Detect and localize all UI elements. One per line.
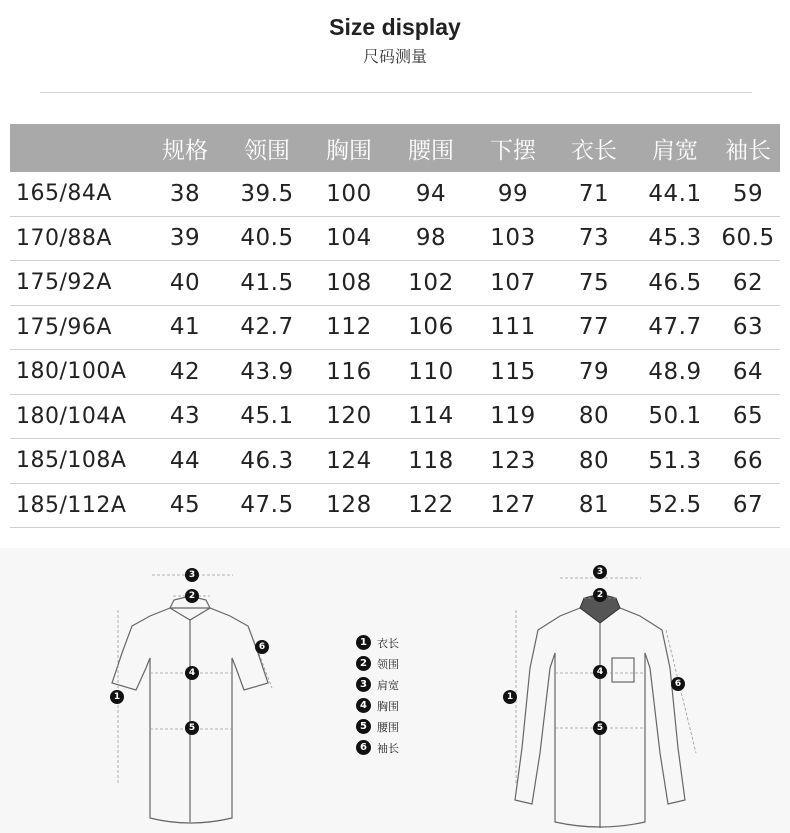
header-cell-waist: 腰围 [408,137,454,164]
cell-shoulder: 50.1 [634,394,716,439]
legend-item-chest [356,695,399,716]
table-row [10,172,780,216]
cell-size: 180/104A [10,394,144,439]
cell-hem: 127 [472,483,554,528]
cell-neck: 42.7 [226,305,308,350]
marker-3-long: 3 [593,565,607,579]
marker-1-long: 1 [503,690,517,704]
cell-spec: 41 [144,305,226,350]
header-cell-size [10,124,144,172]
cell-length: 73 [554,216,634,261]
cell-chest: 104 [308,216,390,261]
table-header-row [10,124,780,172]
cell-waist: 106 [390,305,472,350]
cell-shoulder: 51.3 [634,439,716,484]
cell-sleeve: 60.5 [716,216,780,261]
cell-spec: 40 [144,261,226,306]
page-title: Size display [329,14,461,40]
cell-size: 175/96A [10,305,144,350]
legend-item-length [356,632,399,653]
cell-chest: 112 [308,305,390,350]
cell-hem: 99 [472,172,554,216]
cell-shoulder: 48.9 [634,350,716,395]
cell-neck: 46.3 [226,439,308,484]
page-subtitle: 尺码测量 [362,47,427,66]
cell-hem: 111 [472,305,554,350]
cell-chest: 100 [308,172,390,216]
legend-label: 胸围 [377,699,399,713]
cell-spec: 42 [144,350,226,395]
cell-length: 81 [554,483,634,528]
cell-sleeve: 64 [716,350,780,395]
header-cell-spec: 规格 [162,137,208,164]
cell-chest: 124 [308,439,390,484]
cell-length: 80 [554,439,634,484]
marker-2-short: 2 [185,589,199,603]
header-cell-neck: 领围 [244,137,290,164]
table-row [10,305,780,350]
cell-spec: 45 [144,483,226,528]
cell-waist: 110 [390,350,472,395]
marker-3-short: 3 [185,568,199,582]
header-cell-shoulder: 肩宽 [652,137,698,164]
cell-spec: 44 [144,439,226,484]
legend-num: 4 [356,698,371,713]
cell-size: 165/84A [10,172,144,216]
cell-shoulder: 46.5 [634,261,716,306]
cell-hem: 119 [472,394,554,439]
measurement-legend [356,632,399,758]
marker-6-short: 6 [255,640,269,654]
legend-num: 6 [356,740,371,755]
cell-size: 185/112A [10,483,144,528]
short-sleeve-shirt [112,596,268,823]
marker-1-short: 1 [110,690,124,704]
table-row [10,216,780,261]
legend-num: 5 [356,719,371,734]
cell-sleeve: 59 [716,172,780,216]
cell-neck: 41.5 [226,261,308,306]
legend-num: 3 [356,677,371,692]
legend-label: 肩宽 [377,678,399,692]
cell-chest: 108 [308,261,390,306]
table-row [10,350,780,395]
cell-shoulder: 44.1 [634,172,716,216]
size-table [10,124,780,528]
cell-waist: 114 [390,394,472,439]
cell-size: 180/100A [10,350,144,395]
cell-size: 175/92A [10,261,144,306]
cell-length: 80 [554,394,634,439]
marker-4-long: 4 [593,665,607,679]
cell-neck: 47.5 [226,483,308,528]
cell-spec: 38 [144,172,226,216]
legend-label: 领围 [377,657,399,671]
legend-item-waist [356,716,399,737]
table-row [10,483,780,528]
header-cell-chest: 胸围 [326,137,372,164]
cell-waist: 98 [390,216,472,261]
marker-2-long: 2 [593,588,607,602]
cell-sleeve: 66 [716,439,780,484]
cell-neck: 43.9 [226,350,308,395]
marker-4-short: 4 [185,666,199,680]
legend-label: 袖长 [377,741,399,755]
legend-label: 衣长 [377,636,399,650]
cell-spec: 43 [144,394,226,439]
cell-waist: 118 [390,439,472,484]
cell-neck: 40.5 [226,216,308,261]
cell-sleeve: 62 [716,261,780,306]
marker-6-long: 6 [671,677,685,691]
cell-neck: 39.5 [226,172,308,216]
cell-hem: 103 [472,216,554,261]
legend-item-neck [356,653,399,674]
cell-hem: 123 [472,439,554,484]
cell-shoulder: 45.3 [634,216,716,261]
cell-waist: 102 [390,261,472,306]
legend-num: 2 [356,656,371,671]
divider [40,92,752,93]
cell-hem: 107 [472,261,554,306]
cell-sleeve: 67 [716,483,780,528]
legend-num: 1 [356,635,371,650]
marker-5-long: 5 [593,721,607,735]
cell-length: 71 [554,172,634,216]
cell-neck: 45.1 [226,394,308,439]
header-cell-length: 衣长 [571,137,617,164]
cell-shoulder: 52.5 [634,483,716,528]
cell-sleeve: 65 [716,394,780,439]
cell-length: 75 [554,261,634,306]
table-row [10,439,780,484]
cell-waist: 122 [390,483,472,528]
cell-length: 79 [554,350,634,395]
cell-chest: 116 [308,350,390,395]
table-row [10,394,780,439]
cell-chest: 120 [308,394,390,439]
cell-size: 170/88A [10,216,144,261]
cell-spec: 39 [144,216,226,261]
legend-item-shoulder [356,674,399,695]
legend-item-sleeve [356,737,399,758]
cell-chest: 128 [308,483,390,528]
legend-label: 腰围 [377,720,399,734]
cell-hem: 115 [472,350,554,395]
cell-waist: 94 [390,172,472,216]
marker-5-short: 5 [185,721,199,735]
cell-shoulder: 47.7 [634,305,716,350]
header-cell-sleeve: 袖长 [725,137,771,164]
cell-length: 77 [554,305,634,350]
table-row [10,261,780,306]
size-table-body [10,172,780,528]
long-sleeve-shirt [515,608,685,828]
cell-size: 185/108A [10,439,144,484]
cell-sleeve: 63 [716,305,780,350]
header-cell-hem: 下摆 [490,137,536,164]
